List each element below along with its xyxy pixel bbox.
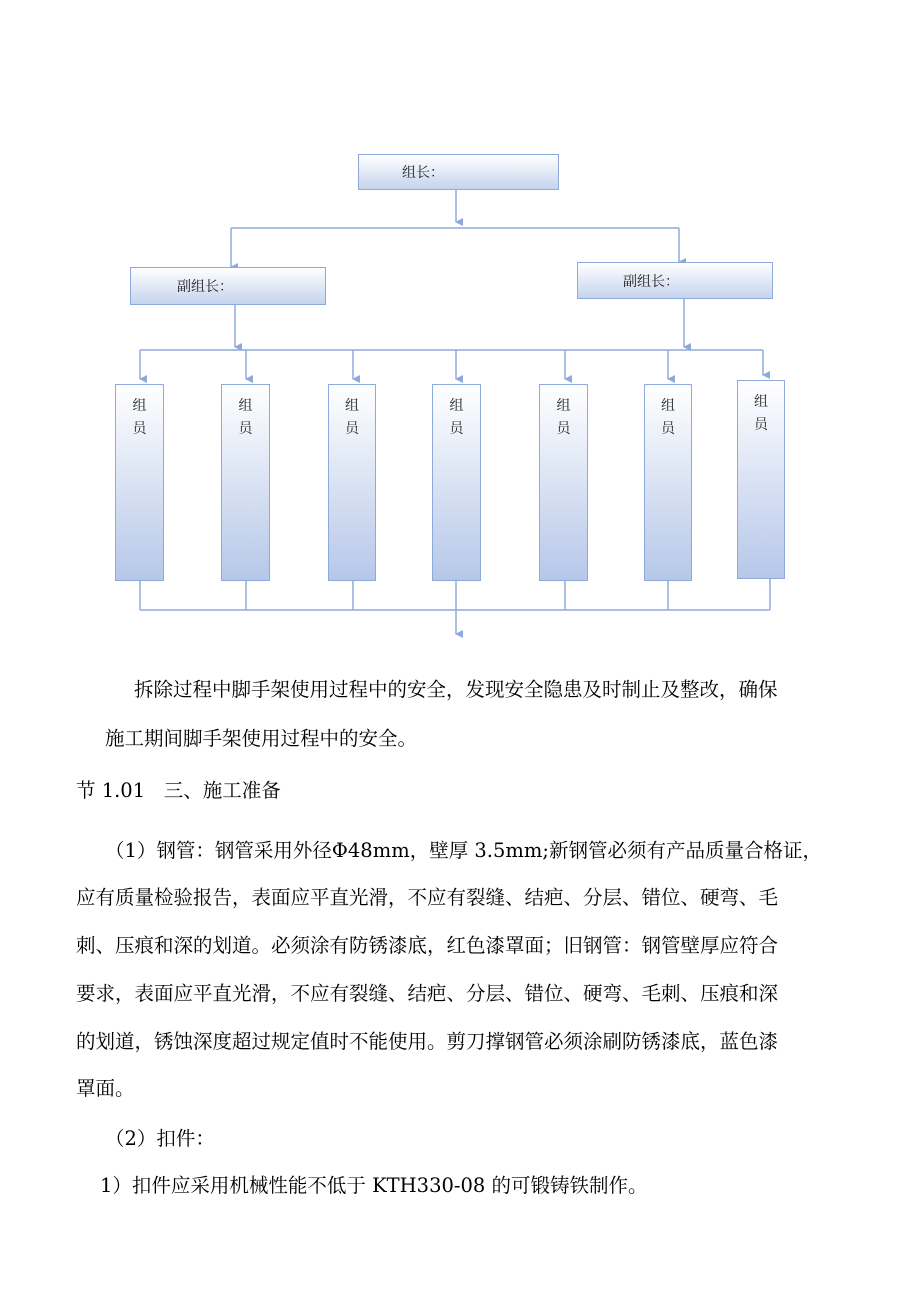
deputy-left-box: [130, 267, 326, 305]
paragraph-line: （1）钢管：钢管采用外径Φ48mm，壁厚 3.5mm;新钢管必须有产品质量合格证，: [105, 839, 822, 862]
member-label: 组 员: [754, 394, 768, 433]
deputy-right-box: [577, 262, 773, 299]
member-label: 组 员: [661, 398, 675, 437]
member-box: [539, 384, 588, 581]
member-box: [432, 384, 481, 581]
deputy-right-label: 副组长：: [623, 273, 679, 290]
paragraph-line: 罩面。: [76, 1077, 135, 1100]
member-box: [328, 384, 376, 581]
section-heading: 节 1.01 三、施工准备: [76, 779, 281, 802]
paragraph-line: （2）扣件：: [105, 1127, 215, 1150]
paragraph-line: 刺、压痕和深的划道。必须涂有防锈漆底，红色漆罩面；旧钢管：钢管壁厚应符合: [76, 934, 779, 957]
member-box: [737, 380, 785, 579]
paragraph-line: 要求，表面应平直光滑，不应有裂缝、结疤、分层、错位、硬弯、毛刺、压痕和深: [76, 982, 779, 1005]
member-label: 组 员: [238, 398, 253, 437]
member-label: 组 员: [345, 398, 359, 437]
leader-box: [358, 154, 559, 190]
member-label: 组 员: [132, 398, 147, 437]
member-label: 组 员: [556, 398, 571, 437]
paragraph-line: 施工期间脚手架使用过程中的安全。: [105, 727, 418, 750]
member-box: [221, 384, 270, 581]
deputy-left-label: 副组长：: [177, 279, 233, 295]
member-label: 组 员: [449, 398, 464, 437]
member-box: [644, 384, 692, 581]
paragraph-line: 拆除过程中脚手架使用过程中的安全，发现安全隐患及时制止及整改，确保: [134, 678, 778, 701]
leader-label: 组长：: [402, 165, 444, 181]
paragraph-line: 的划道，锈蚀深度超过规定值时不能使用。剪刀撑钢管必须涂刷防锈漆底，蓝色漆: [76, 1030, 779, 1053]
paragraph-line: 1）扣件应采用机械性能不低于 KTH330-08 的可锻铸铁制作。: [100, 1174, 648, 1197]
member-box: [115, 384, 164, 581]
paragraph-line: 应有质量检验报告，表面应平直光滑，不应有裂缝、结疤、分层、错位、硬弯、毛: [76, 886, 779, 909]
